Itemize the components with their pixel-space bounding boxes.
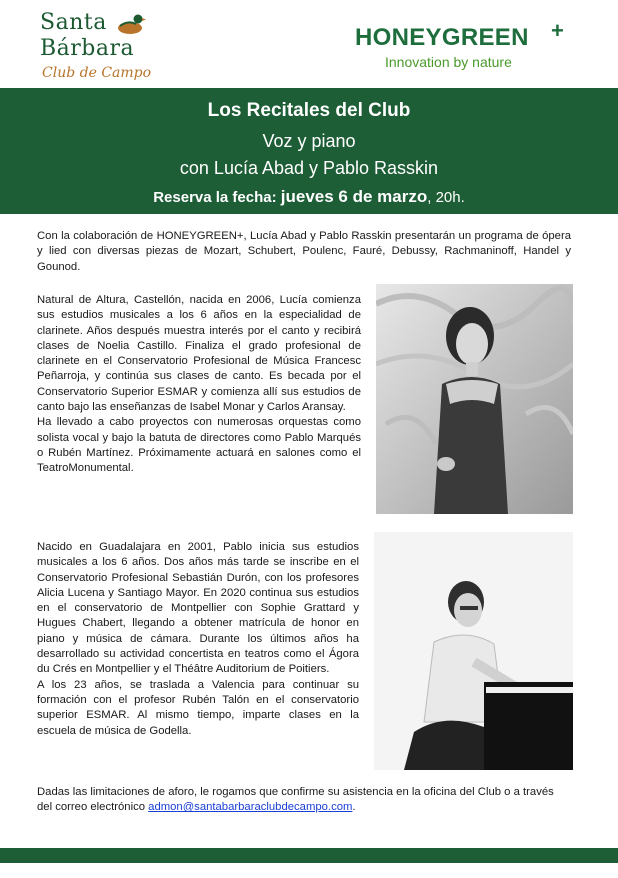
lucia-bio-p1: Natural de Altura, Castellón, nacida en 2006, Lucía comienza sus estudios musicales a los 6 años en la especialidad de clarinete. Años después muestra interés por el canto y recibirá clases de Noelia Castillo. Finaliza el grado profesional de clarinete en el Conservatorio Profesional de Música Francesc Peñarroja, y continúa sus clases de canto. Es becada por el Conservatorio Superior ESMAR y comienza allí sus estudios de canto bajo las enseñanzas de Isabel Monar y Carlos Aransay.: [37, 294, 361, 414]
event-title: Los Recitales del Club: [207, 100, 411, 121]
intro-text: Con la colaboración de HONEYGREEN+, Lucía Abad y Pablo Rasskin presentarán un programa de ópera y lied con diversas piezas de Mozart, Schubert, Poulenc, Fauré, Debussy, Rachmaninoff, Handel y Gounod.: [37, 230, 571, 273]
logo-line-barbara: Bárbara: [40, 36, 135, 61]
duck-icon: [116, 10, 146, 36]
lucia-photo: [376, 284, 573, 514]
event-date: jueves 6 de marzo: [280, 187, 428, 206]
footer-bar: [0, 848, 618, 863]
event-subtitle: Voz y piano: [262, 131, 356, 151]
date-prefix: Reserva la fecha:: [153, 189, 277, 206]
lucia-bio-p2: Ha llevado a cabo proyectos con numerosas orquestas como solista vocal y bajo la batuta de directores como Pablo Marqués o Rubén Martínez. Próximamente actuará en salones como el TeatroMonumental.: [37, 416, 361, 475]
closing-paragraph: [37, 785, 571, 816]
honeygreen-logo: [355, 18, 585, 74]
closing-text: [37, 785, 571, 816]
email-link[interactable]: admon@santabarbaraclubdecampo.com: [148, 801, 353, 814]
closing-end: .: [352, 801, 356, 814]
closing-body: Dadas las limitaciones de aforo, le rogamos que confirme su asistencia en la oficina del Club o a través del correo electrónico: [37, 786, 554, 814]
title-banner: [0, 88, 618, 214]
pianist-portrait-image: [374, 532, 573, 770]
pablo-photo: [374, 532, 573, 770]
santa-barbara-logo: [40, 8, 160, 86]
logo-line-santa: Santa: [40, 10, 107, 35]
header: [0, 0, 618, 88]
pablo-bio-p1: Nacido en Guadalajara en 2001, Pablo inicia sus estudios musicales a los 6 años. Dos años más tarde se inscribe en el Conservatorio Profesional Sebastián Durón, con los profesores Alicia Lucena y Santiago Mayor. En 2020 continua sus estudios en el conservatorio de Montpellier con Sophie Grattard y Hugues Chabert, llegando a obtener matrícula de honor en piano y música de cámara. Durante los últimos años ha desarrollado su actividad concertista en teatros como el Ágora du Crés en Montpellier y el Théâtre Auditorium de Poitiers.: [37, 541, 359, 676]
event-time: , 20h.: [427, 189, 465, 206]
pablo-bio: [37, 540, 359, 739]
singer-portrait-image: [376, 284, 573, 514]
event-date-line: [0, 187, 618, 207]
intro-paragraph: [37, 229, 571, 275]
lucia-bio: [37, 293, 361, 477]
honeygreen-plus: +: [551, 18, 564, 43]
pablo-bio-p2: A los 23 años, se traslada a Valencia para continuar su formación con el profesor Rubén Talón en el conservatorio superior ESMAR. Al mismo tiempo, imparte clases en la escuela de música de Godella.: [37, 678, 359, 737]
logo-line-club: Club de Campo: [42, 65, 152, 81]
honeygreen-name: HONEYGREEN: [355, 24, 529, 51]
event-performers: con Lucía Abad y Pablo Rasskin: [179, 158, 439, 178]
honeygreen-tagline: Innovation by nature: [385, 54, 512, 70]
